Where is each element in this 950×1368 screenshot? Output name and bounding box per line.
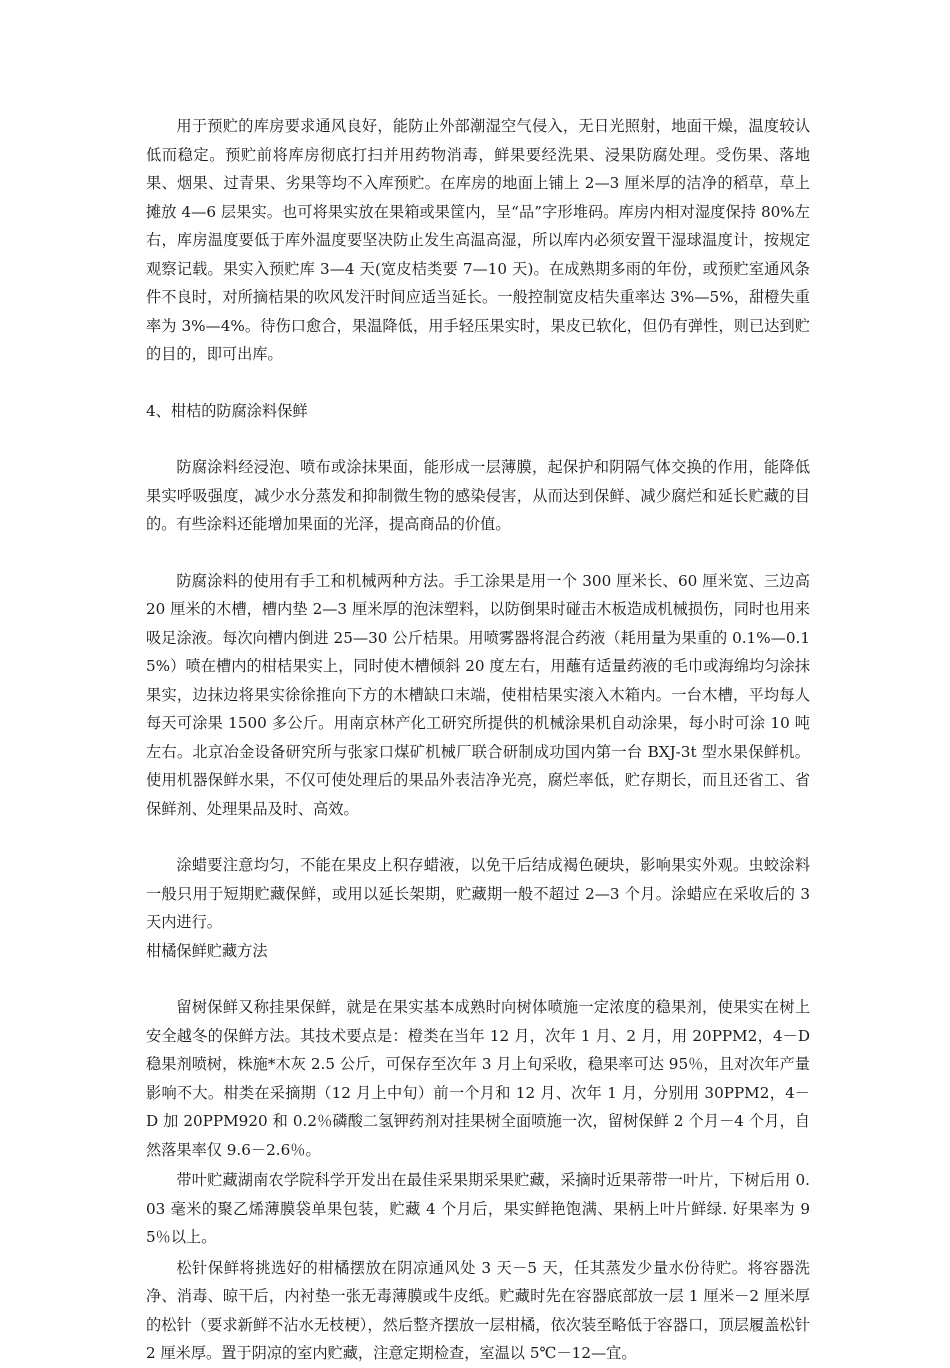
paragraph-prestorage: 用于预贮的库房要求通风良好，能防止外部潮湿空气侵入，无日光照射，地面干燥，温度较认低而稳定。预贮前将库房彻底打扫并用药物消毒，鲜果要经洗果、浸果防腐处理。受伤果、落地果、烟果、过青果、劣果等均不入库预贮。在库房的地面上铺上 2—3 厘米厚的洁净的稻草，草上摊放 4—6 层果实。也可将果实放在果箱或果筐内，呈“品”字形堆码。库房内相对湿度保持 80%左右，库房温度要低于库外温度要坚决防止发生高温高湿，所以库内必须安置干湿球温度计，按规定观察记载。果实入预贮库 3—4 天(宽皮桔类要 7—10 天)。在成熟期多雨的年份，或预贮室通风条件不良时，对所摘桔果的吹风发汗时间应适当延长。一般控制宽皮桔失重率达 3%—5%，甜橙失重率为 3%—4%。待伤口愈合，果温降低，用手轻压果实时，果皮已软化，但仍有弹性，则已达到贮的目的，即可出库。 xyxy=(146,117,810,363)
section-heading-storage-methods: 柑橘保鲜贮藏方法 xyxy=(146,941,268,960)
paragraph-leaf-storage: 带叶贮藏湖南农学院科学开发出在最佳采果期采果贮藏，采摘时近果蒂带一叶片，下树后用 0.03 毫米的聚乙烯薄膜袋单果包装，贮藏 4 个月后，果实鲜艳饱满、果柄上叶片鲜绿. 好果率为 95％以上。 xyxy=(146,1171,810,1246)
paragraph-waxing: 涂蜡要注意均匀，不能在果皮上积存蜡液，以免干后结成褐色硬块，影响果实外观。虫蛟涂料一般只用于短期贮藏保鲜，或用以延长架期，贮藏期一般不超过 2—3 个月。涂蜡应在采收后的 3 天内进行。 xyxy=(146,856,810,931)
paragraph-pine-needle-storage: 松针保鲜将挑选好的柑橘摆放在阴凉通风处 3 天－5 天，任其蒸发少量水份待贮。将容器洗净、消毒、晾干后，内衬垫一张无毒薄膜或牛皮纸。贮藏时先在容器底部放一层 1 厘米－2 厘米厚的松针（要求新鲜不沾水无枝梗），然后整齐摆放一层柑橘，依次装至略低于容器口，顶层履盖松针 2 厘米厚。置于阴凉的室内贮藏，注意定期检查，室温以 5℃－12—宜。 xyxy=(146,1258,810,1362)
paragraph-coating-methods: 防腐涂料的使用有手工和机械两种方法。手工涂果是用一个 300 厘米长、60 厘米宽、三边高 20 厘米的木槽，槽内垫 2—3 厘米厚的泡沫塑料，以防倒果时碰击木板造成机械损伤，同时也用来吸足涂液。每次向槽内倒进 25—30 公斤桔果。用喷雾器将混合药液（耗用量为果重的 0.1%—0.15%）喷在槽内的柑桔果实上，同时使木槽倾斜 20 度左右，用蘸有适量药液的毛巾或海绵均匀涂抹果实，边抹边将果实徐徐推向下方的木槽缺口末端，使柑桔果实滚入木箱内。一台木槽，平均每人每天可涂果 1500 多公斤。用南京林产化工研究所提供的机械涂果机自动涂果，每小时可涂 10 吨左右。北京冶金设备研究所与张家口煤矿机械厂联合研制成功国内第一台 BXJ-3t 型水果保鲜机。使用机器保鲜水果，不仅可使处理后的果品外表洁净光亮，腐烂率低，贮存期长，而且还省工、省保鲜剂、处理果品及时、高效。 xyxy=(146,571,810,818)
paragraph-coating-intro: 防腐涂料经浸泡、喷布或涂抹果面，能形成一层薄膜，起保护和阴隔气体交换的作用，能降低果实呼吸强度，减少水分蒸发和抑制微生物的感染侵害，从而达到保鲜、减少腐烂和延长贮藏的目的。有些涂料还能增加果面的光泽，提高商品的价值。 xyxy=(146,458,810,533)
document-page xyxy=(146,112,810,1368)
section-heading-coating: 4、柑桔的防腐涂料保鲜 xyxy=(146,401,308,420)
paragraph-tree-storage: 留树保鲜又称挂果保鲜，就是在果实基本成熟时向树体喷施一定浓度的稳果剂，使果实在树上安全越冬的保鲜方法。其技术要点是：橙类在当年 12 月，次年 1 月、2 月，用 20PPM2，4－D 稳果剂喷树，株施*木灰 2.5 公斤，可保存至次年 3 月上旬采收，稳果率可达 95％，且对次年产量影响不大。柑类在采摘期（12 月上中旬）前一个月和 12 月、次年 1 月，分别用 30PPM2，4－D 加 20PPM920 和 0.2％磷酸二氢钾药剂对挂果树全面喷施一次，留树保鲜 2 个月－4 个月，自然落果率仅 9.6－2.6％。 xyxy=(146,998,810,1159)
